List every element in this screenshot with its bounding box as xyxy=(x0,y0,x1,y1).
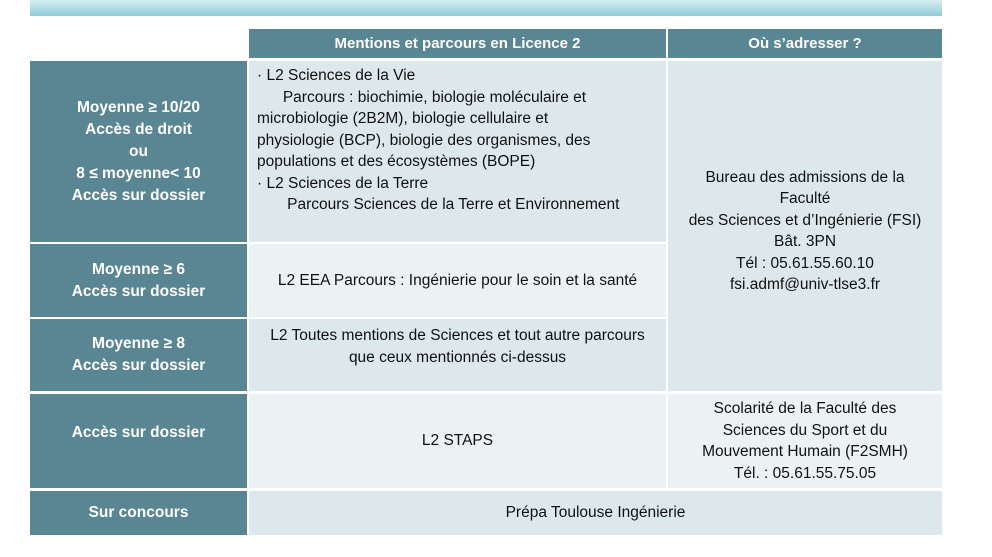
contact-line: Mouvement Humain (F2SMH) xyxy=(702,443,908,460)
label-line: Moyenne ≥ 10/20 xyxy=(76,98,201,116)
row-4-label xyxy=(30,394,247,488)
contact-line: Tél : 05.61.55.60.10 xyxy=(736,254,874,272)
row-4-contact xyxy=(668,394,942,488)
top-decorative-band xyxy=(30,0,942,16)
mention-line: Prépa Toulouse Ingénierie xyxy=(505,504,686,522)
mention-line: · L2 Sciences de la Vie xyxy=(257,67,416,84)
label-line: Moyenne ≥ 6 xyxy=(92,260,185,278)
label-line: Moyenne ≥ 8 xyxy=(92,335,185,352)
label-line: Accès sur dossier xyxy=(71,282,206,300)
mention-line: physiologie (BCP), biologie des organismes, des xyxy=(257,131,591,149)
contact-email: fsi.admf@univ-tlse3.fr xyxy=(729,276,881,293)
row-1-mentions xyxy=(249,61,666,242)
contact-line: des Sciences et d’Ingénierie (FSI) xyxy=(688,211,922,229)
contact-line: Faculté xyxy=(779,190,831,207)
mention-line: microbiologie (2B2M), biologie cellulaire et xyxy=(257,110,549,127)
row-3-label xyxy=(30,319,247,391)
mention-line: Parcours Sciences de la Terre et Environnement xyxy=(257,196,620,213)
label-line: Sur concours xyxy=(88,504,189,521)
row-5-mentions xyxy=(249,491,942,535)
row-1-label xyxy=(30,61,247,242)
contact-line: Scolarité de la Faculté des xyxy=(713,400,897,417)
label-line: 8 ≤ moyenne< 10 xyxy=(76,164,201,182)
row-3-mentions xyxy=(249,319,666,391)
mention-line: populations et des écosystèmes (BOPE) xyxy=(257,153,536,170)
row-5-label xyxy=(30,491,247,535)
mention-line: L2 Toutes mentions de Sciences et tout autre parcours xyxy=(270,327,645,344)
row-4-mentions xyxy=(249,394,666,488)
mention-line: L2 EEA Parcours : Ingénierie pour le soin et la santé xyxy=(277,271,638,289)
row-2-label xyxy=(30,244,247,317)
header-contact xyxy=(668,29,942,58)
label-line: Accès sur dossier xyxy=(71,357,206,374)
header-mentions xyxy=(249,29,666,58)
label-line: Accès sur dossier xyxy=(71,424,206,441)
label-line: Accès sur dossier xyxy=(71,186,206,204)
mention-line: · L2 Sciences de la Terre xyxy=(257,174,429,192)
contact-line: Bureau des admissions de la xyxy=(705,168,905,186)
contact-line: Tél. : 05.61.55.75.05 xyxy=(733,464,877,482)
header-mentions-text: Mentions et parcours en Licence 2 xyxy=(334,35,581,52)
header-contact-text: Où s’adresser ? xyxy=(748,35,862,52)
mention-line: L2 STAPS xyxy=(421,432,494,450)
label-line: ou xyxy=(129,142,148,160)
row-2-mentions xyxy=(249,244,666,317)
label-line: Accès de droit xyxy=(85,120,192,138)
mention-line: que ceux mentionnés ci-dessus xyxy=(348,348,567,366)
contact-line: Bât. 3PN xyxy=(773,233,837,250)
mention-line: Parcours : biochimie, biologie moléculaire et xyxy=(257,88,587,106)
fsi-contact-cell xyxy=(668,61,942,391)
contact-line: Sciences du Sport et du xyxy=(722,421,888,439)
